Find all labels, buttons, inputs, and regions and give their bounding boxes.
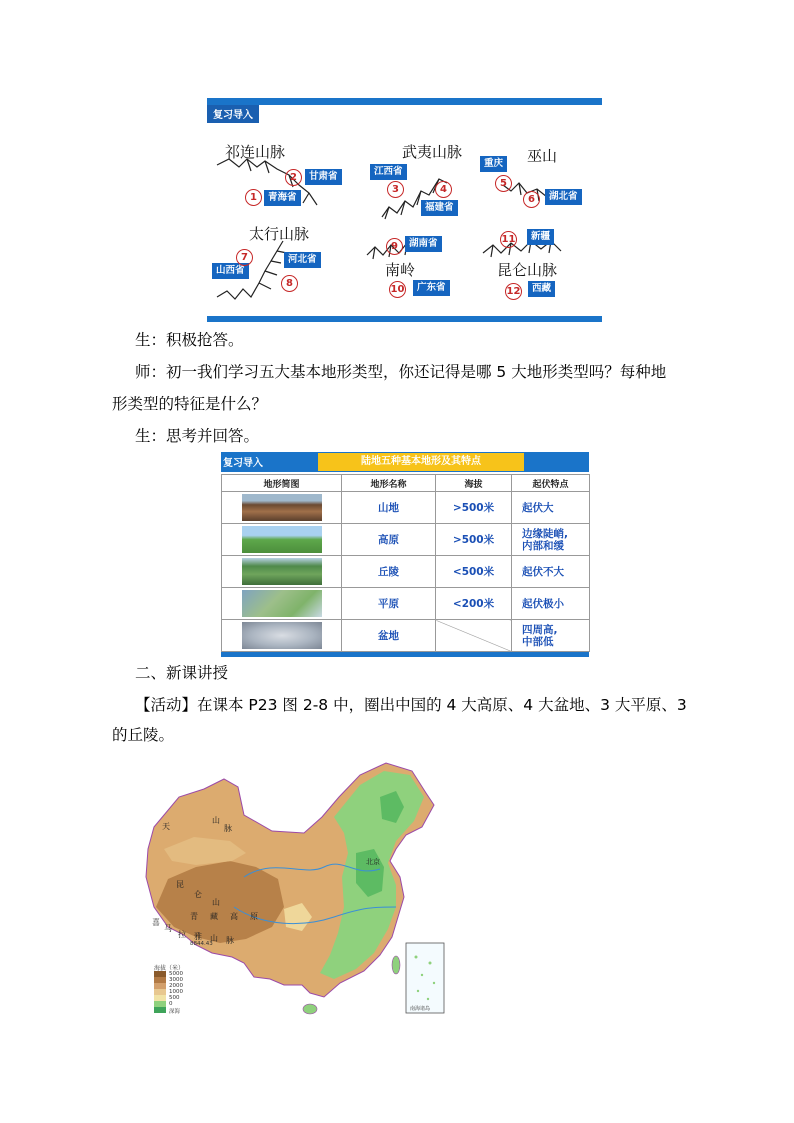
activity-line2: 的丘陵。 — [112, 726, 175, 744]
plain-photo — [242, 590, 322, 617]
province-chongqing: 重庆 — [480, 156, 507, 172]
legend-label: 5000 — [169, 971, 183, 977]
legend-label: 0 — [169, 1001, 173, 1007]
basin-photo — [242, 622, 322, 649]
number-4: 4 — [435, 181, 452, 198]
landform-name: 山地 — [342, 492, 436, 524]
legend-label: 3000 — [169, 977, 183, 983]
number-5: 5 — [495, 175, 512, 192]
hainan-island — [303, 1004, 317, 1014]
number-8: 8 — [281, 275, 298, 292]
legend-title: 海拔（米） — [154, 965, 185, 972]
number-2: 2 — [285, 169, 302, 186]
province-qinghai: 青海省 — [264, 190, 301, 206]
landform-table — [221, 474, 590, 652]
mountain-review-figure — [207, 98, 602, 322]
table-row — [222, 588, 590, 620]
mountain-taihang: 太行山脉 — [249, 225, 310, 243]
map-label: 昆 — [176, 880, 184, 889]
map-label: 山 — [210, 934, 218, 943]
legend-label: 1000 — [169, 989, 183, 995]
header-name: 地形名称 — [342, 475, 436, 492]
landform-name: 高原 — [342, 524, 436, 556]
number-1: 1 — [245, 189, 262, 206]
number-3: 3 — [387, 181, 404, 198]
plateau-photo — [242, 526, 322, 553]
map-label: 原 — [250, 912, 258, 921]
map-label: 拉 — [178, 930, 186, 939]
mountain-kunlun: 昆仑山脉 — [497, 261, 558, 279]
number-12: 12 — [505, 283, 522, 300]
map-label: 喜 — [152, 918, 160, 927]
province-gansu: 甘肃省 — [305, 169, 342, 185]
map-label: 脉 — [224, 824, 232, 833]
landform-feature: 边缘陡峭, 内部和缓 — [512, 524, 590, 556]
china-terrain-map — [134, 757, 446, 1020]
map-label-beijing: 北京 — [366, 858, 380, 866]
map-label: 青 — [190, 912, 198, 921]
map-label: 脉 — [226, 936, 234, 945]
map-label: 藏 — [210, 912, 218, 921]
legend-label: 深海 — [169, 1009, 181, 1015]
landform-altitude — [436, 620, 512, 652]
section-heading: 二、新课讲授 — [135, 664, 229, 682]
student-answer-2: 生：思考并回答。 — [135, 427, 260, 445]
hills-photo — [242, 558, 322, 585]
province-hubei: 湖北省 — [545, 189, 582, 205]
header-altitude: 海拔 — [436, 475, 512, 492]
table-row — [222, 524, 590, 556]
map-label: 山 — [212, 898, 220, 907]
province-shanxi: 山西省 — [212, 263, 249, 279]
review-tag: 复习导入 — [207, 105, 259, 123]
table-row — [222, 492, 590, 524]
mountain-nanling: 南岭 — [385, 261, 416, 279]
landform-feature: 四周高, 中部低 — [512, 620, 590, 652]
taiwan-island — [392, 956, 400, 974]
province-xinjiang: 新疆 — [527, 229, 554, 245]
landform-name: 丘陵 — [342, 556, 436, 588]
province-fujian: 福建省 — [421, 200, 458, 216]
landform-table-figure — [221, 452, 589, 658]
table-footer-bar — [221, 652, 589, 657]
province-guangdong: 广东省 — [413, 280, 450, 296]
map-label: 山 — [212, 816, 220, 825]
table-row — [222, 620, 590, 652]
review-tag-2: 复习导入 — [223, 458, 263, 469]
landform-feature: 起伏大 — [512, 492, 590, 524]
landform-altitude: <500米 — [436, 556, 512, 588]
table-title: 陆地五种基本地形及其特点 — [318, 453, 524, 471]
map-label: 天 — [162, 822, 170, 831]
province-hunan: 湖南省 — [405, 236, 442, 252]
number-11: 11 — [500, 231, 517, 248]
header-sketch: 地形简图 — [222, 475, 342, 492]
number-6: 6 — [523, 191, 540, 208]
everest-elevation: 8844.43 — [190, 941, 213, 947]
mountain-qilian: 祁连山脉 — [225, 143, 286, 161]
province-xizang: 西藏 — [528, 281, 555, 297]
landform-feature: 起伏不大 — [512, 556, 590, 588]
legend-label: 2000 — [169, 983, 183, 989]
map-label: 马 — [164, 924, 172, 933]
mountain-wushan: 巫山 — [527, 147, 558, 165]
landform-feature: 起伏极小 — [512, 588, 590, 620]
legend-label: 500 — [169, 995, 180, 1001]
landform-name: 平原 — [342, 588, 436, 620]
header-relief: 起伏特点 — [512, 475, 590, 492]
number-9: 9 — [386, 238, 403, 255]
province-hebei: 河北省 — [284, 252, 321, 268]
mountain-wuyi: 武夷山脉 — [402, 143, 463, 161]
map-label: 雅 — [194, 932, 202, 941]
map-label: 高 — [230, 912, 238, 921]
south-china-sea-inset — [406, 943, 444, 1013]
inset-label: 南海诸岛 — [410, 1006, 431, 1012]
mountain-photo — [242, 494, 322, 521]
number-7: 7 — [236, 249, 253, 266]
map-label: 仑 — [194, 890, 202, 899]
landform-name: 盆地 — [342, 620, 436, 652]
table-row — [222, 556, 590, 588]
elevation-legend — [154, 971, 166, 1013]
activity-line1: 【活动】在课本 P23 图 2-8 中，圈出中国的 4 大高原、4 大盆地、3 大平原、3 — [135, 696, 687, 714]
teacher-question-line1: 师：初一我们学习五大基本地形类型，你还记得是哪 5 大地形类型吗？每种地 — [135, 363, 667, 381]
teacher-question-line2: 形类型的特征是什么？ — [112, 395, 268, 413]
landform-altitude: >500米 — [436, 492, 512, 524]
landform-altitude: >500米 — [436, 524, 512, 556]
landform-altitude: <200米 — [436, 588, 512, 620]
student-answer-1: 生：积极抢答。 — [135, 331, 244, 349]
number-10: 10 — [389, 281, 406, 298]
province-jiangxi: 江西省 — [370, 164, 407, 180]
